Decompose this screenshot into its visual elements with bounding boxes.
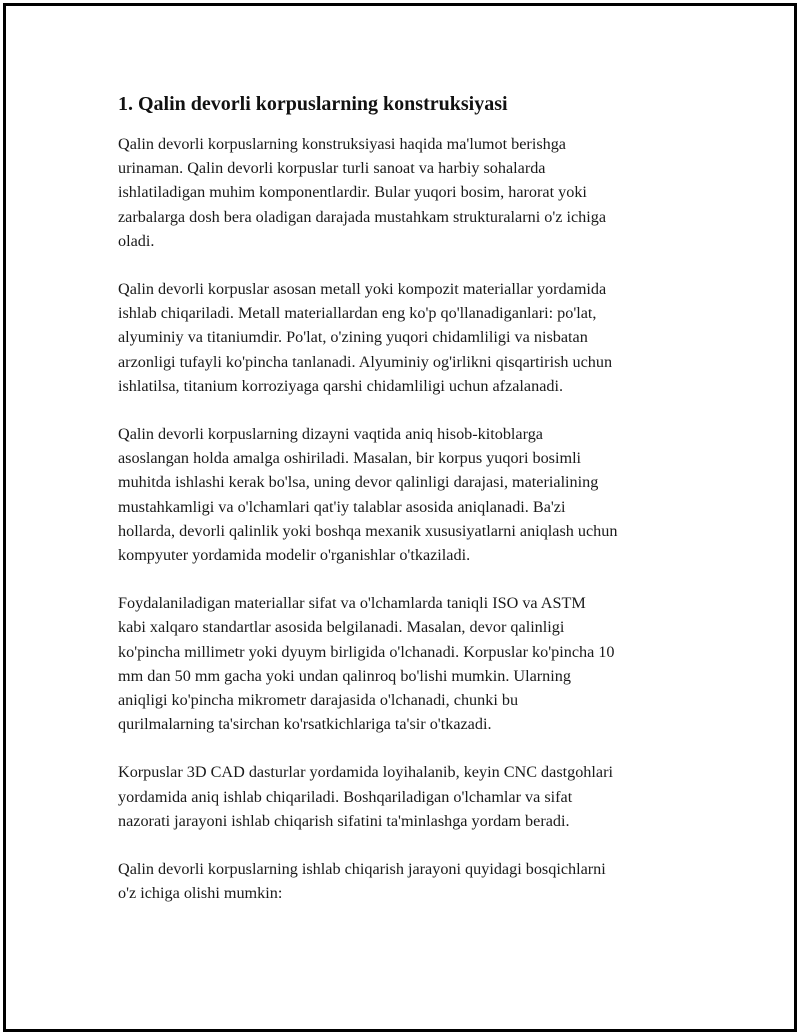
paragraph-line: Qalin devorli korpuslarning dizayni vaqtida aniq hisob-kitoblarga	[118, 425, 543, 444]
paragraph-5	[118, 760, 688, 833]
paragraph-line: nazorati jarayoni ishlab chiqarish sifatini ta'minlashga yordam beradi.	[118, 811, 570, 830]
paragraph-line: ishlatiladigan muhim komponentlardir. Bular yuqori bosim, harorat yoki	[118, 183, 587, 202]
paragraph-line: ishlatilsa, titanium korroziyaga qarshi chidamliligi uchun afzalanadi.	[118, 376, 564, 395]
paragraph-line: Foydalaniladigan materiallar sifat va o'lchamlarda taniqli ISO va ASTM	[118, 594, 586, 613]
paragraph-line: alyuminiy va titaniumdir. Po'lat, o'zining yuqori chidamliligi va nisbatan	[118, 328, 588, 347]
paragraph-line: Korpuslar 3D CAD dasturlar yordamida loyihalanib, keyin CNC dastgohlari	[118, 763, 613, 782]
paragraph-1	[118, 132, 688, 253]
document-title: 1. Qalin devorli korpuslarning konstruksiyasi	[118, 93, 508, 115]
paragraph-line: kompyuter yordamida modelir o'rganishlar o'tkaziladi.	[118, 546, 471, 565]
paragraph-line: asoslangan holda amalga oshiriladi. Masalan, bir korpus yuqori bosimli	[118, 449, 582, 468]
paragraph-line: Qalin devorli korpuslarning konstruksiyasi haqida ma'lumot berishga	[118, 135, 566, 153]
paragraph-line: kabi xalqaro standartlar asosida belgilanadi. Masalan, devor qalinligi	[118, 618, 565, 637]
paragraph-line: arzonligi tufayli ko'pincha tanlanadi. Alyuminiy og'irlikni qisqartirish uchun	[118, 352, 613, 371]
paragraph-line: Qalin devorli korpuslar asosan metall yoki kompozit materiallar yordamida	[118, 280, 607, 299]
paragraph-line: ishlab chiqariladi. Metall materiallardan eng ko'p qo'llanadiganlari: po'lat,	[118, 304, 597, 323]
paragraph-line: mustahkamligi va o'lchamlari qat'iy talablar asosida aniqlanadi. Ba'zi	[118, 497, 566, 516]
paragraph-line: aniqligi ko'pincha mikrometr darajasida o'lchanadi, chunki bu	[118, 691, 519, 710]
document-body	[118, 90, 688, 929]
paragraph-line: Qalin devorli korpuslarning ishlab chiqarish jarayoni quyidagi bosqichlarni	[118, 860, 606, 879]
paragraph-line: zarbalarga dosh bera oladigan darajada mustahkam strukturalarni o'z ichiga	[118, 207, 607, 226]
paragraph-line: qurilmalarning ta'sirchan ko'rsatkichlariga ta'sir o'tkazadi.	[118, 715, 492, 734]
paragraph-3	[118, 422, 688, 567]
paragraph-6	[118, 857, 688, 905]
paragraph-line: yordamida aniq ishlab chiqariladi. Boshqariladigan o'lchamlar va sifat	[118, 787, 573, 806]
paragraph-line: hollarda, devorli qalinlik yoki boshqa mexanik xususiyatlarni aniqlash uchun	[118, 521, 618, 540]
paragraph-2	[118, 277, 688, 398]
paragraph-line: ko'pincha millimetr yoki dyuym birligida o'lchanadi. Korpuslar ko'pincha 10	[118, 642, 615, 661]
paragraph-4	[118, 591, 688, 736]
paragraph-line: o'z ichiga olishi mumkin:	[118, 884, 283, 903]
paragraph-line: urinaman. Qalin devorli korpuslar turli sanoat va harbiy sohalarda	[118, 159, 546, 178]
paragraph-line: muhitda ishlashi kerak bo'lsa, uning devor qalinligi darajasi, materialining	[118, 473, 599, 492]
paragraph-line: oladi.	[118, 231, 155, 250]
paragraph-line: mm dan 50 mm gacha yoki undan qalinroq bo'lishi mumkin. Ularning	[118, 666, 571, 685]
